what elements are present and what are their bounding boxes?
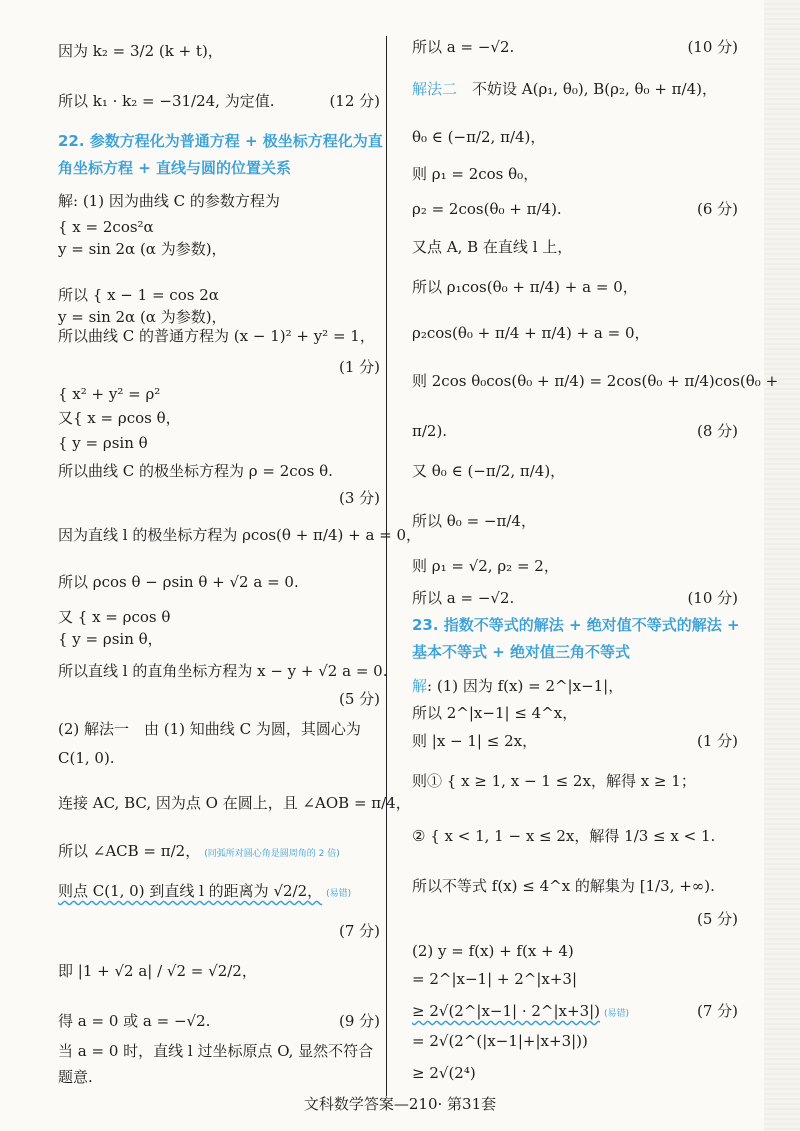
left-line bbox=[58, 40, 380, 62]
line-text: y = sin 2α (α 为参数)， bbox=[58, 308, 227, 326]
right-line bbox=[412, 968, 738, 990]
right-line bbox=[412, 702, 738, 724]
line-text: ≥ 2√(2^|x−1| · 2^|x+3|) bbox=[412, 1002, 601, 1020]
right-line bbox=[412, 730, 738, 752]
line-text: 即 |1 + √2 a| / √2 = √2/2， bbox=[58, 962, 257, 980]
column-divider bbox=[386, 36, 387, 1096]
line-text bbox=[412, 677, 623, 695]
left-line bbox=[58, 606, 380, 628]
left-line bbox=[58, 407, 380, 429]
line-text: 所以 a = −√2. bbox=[412, 589, 515, 607]
line-text: θ₀ ∈ (−π/2, π/4)， bbox=[412, 128, 546, 146]
line-text: = 2√(2^(|x−1|+|x+3|)) bbox=[412, 1032, 588, 1050]
line-text: 所以曲线 C 的普通方程为 (x − 1)² + y² = 1， bbox=[58, 327, 375, 345]
margin-note: (同弧所对圆心角是圆周角的 2 倍) bbox=[204, 849, 340, 859]
score-label: (1 分) bbox=[338, 358, 380, 376]
page-footer: 文科数学答案—210· 第31套 bbox=[303, 1095, 497, 1113]
right-line bbox=[412, 675, 738, 697]
score-label: (6 分) bbox=[696, 200, 738, 218]
score-label: (7 分) bbox=[696, 1002, 738, 1020]
line-text: 22. 参数方程化为普通方程 + 极坐标方程化为直 bbox=[58, 132, 383, 150]
left-line bbox=[58, 1010, 380, 1032]
line-text: 连接 AC, BC, 因为点 O 在圆上，且 ∠AOB = π/4， bbox=[58, 794, 411, 812]
line-text: ② { x < 1, 1 − x ≤ 2x，解得 1/3 ≤ x < 1. bbox=[412, 827, 716, 845]
line-text: 则 |x − 1| ≤ 2x， bbox=[412, 732, 538, 750]
right-line bbox=[412, 875, 738, 897]
line-text: 又 { x = ρcos θ bbox=[58, 608, 171, 626]
line-text: 因为直线 l 的极坐标方程为 ρcos(θ + π/4) + a = 0， bbox=[58, 526, 422, 544]
line-text: π/2). bbox=[412, 422, 448, 440]
line-text: C(1, 0). bbox=[58, 749, 115, 767]
left-line bbox=[58, 524, 422, 546]
right-line bbox=[412, 370, 779, 392]
line-text: y = sin 2α (α 为参数)， bbox=[58, 240, 227, 258]
right-line bbox=[412, 198, 738, 220]
right-line bbox=[412, 641, 738, 663]
left-line bbox=[58, 718, 380, 740]
score-label: (5 分) bbox=[338, 690, 380, 708]
line-text: 则点 C(1, 0) 到直线 l 的距离为 √2/2， bbox=[58, 882, 323, 900]
line-text: 所以不等式 f(x) ≤ 4^x 的解集为 [1/3, +∞). bbox=[412, 877, 715, 895]
left-line bbox=[58, 383, 380, 405]
right-line bbox=[412, 555, 738, 577]
left-line bbox=[58, 1066, 380, 1088]
line-text: 所以 ρ₁cos(θ₀ + π/4) + a = 0， bbox=[412, 278, 638, 296]
left-line bbox=[58, 747, 380, 769]
line-text: 所以曲线 C 的极坐标方程为 ρ = 2cos θ. bbox=[58, 462, 333, 480]
line-text: = 2^|x−1| + 2^|x+3| bbox=[412, 970, 578, 988]
right-line bbox=[412, 460, 738, 482]
left-line bbox=[58, 840, 380, 865]
left-line bbox=[58, 460, 380, 482]
right-line bbox=[412, 614, 738, 636]
score-label: (10 分) bbox=[687, 589, 738, 607]
left-line bbox=[58, 571, 380, 593]
left-line bbox=[58, 238, 380, 260]
line-text: 所以 θ₀ = −π/4， bbox=[412, 512, 536, 530]
line-text: 所以 { x − 1 = cos 2α bbox=[58, 286, 219, 304]
line-text: 基本不等式 + 绝对值三角不等式 bbox=[412, 643, 631, 661]
right-line bbox=[412, 825, 738, 847]
score-label: (9 分) bbox=[338, 1012, 380, 1030]
line-text: { y = ρsin θ， bbox=[58, 630, 163, 648]
right-line bbox=[412, 276, 738, 298]
left-line bbox=[58, 325, 380, 347]
left-line bbox=[58, 216, 380, 238]
line-text: 所以 ∠ACB = π/2， bbox=[58, 842, 201, 860]
line-text: ρ₂ = 2cos(θ₀ + π/4). bbox=[412, 200, 562, 218]
method-label: 解 bbox=[412, 677, 428, 695]
right-line bbox=[412, 78, 738, 100]
margin-note: (易错) bbox=[326, 889, 352, 899]
line-text: 题意. bbox=[58, 1068, 93, 1086]
right-line bbox=[412, 587, 738, 609]
left-line bbox=[58, 130, 383, 152]
line-text bbox=[412, 80, 717, 98]
line-text: 又 θ₀ ∈ (−π/2, π/4)， bbox=[412, 462, 566, 480]
right-line bbox=[412, 1062, 738, 1084]
line-text: (2) 解法一 由 (1) 知曲线 C 为圆，其圆心为 bbox=[58, 720, 361, 738]
line-text: 则① { x ≥ 1, x − 1 ≤ 2x，解得 x ≥ 1； bbox=[412, 772, 696, 790]
right-line bbox=[412, 1000, 738, 1025]
line-text: { y = ρsin θ bbox=[58, 434, 148, 452]
left-line bbox=[58, 880, 380, 905]
scan-edge bbox=[764, 0, 800, 1131]
line-text: 则 ρ₁ = 2cos θ₀， bbox=[412, 165, 539, 183]
line-text: 所以 ρcos θ − ρsin θ + √2 a = 0. bbox=[58, 573, 299, 591]
right-line bbox=[412, 770, 738, 792]
line-text-rest: : (1) 因为 f(x) = 2^|x−1|， bbox=[427, 677, 624, 695]
left-line bbox=[58, 1040, 380, 1062]
left-line bbox=[58, 660, 388, 682]
right-line bbox=[412, 163, 738, 185]
line-text: 23. 指数不等式的解法 + 绝对值不等式的解法 + bbox=[412, 616, 740, 634]
right-line bbox=[412, 510, 738, 532]
left-line bbox=[58, 284, 380, 306]
right-line bbox=[412, 322, 738, 344]
line-text: 又{ x = ρcos θ， bbox=[58, 409, 181, 427]
line-text: 又点 A, B 在直线 l 上， bbox=[412, 238, 573, 256]
line-text: 所以 a = −√2. bbox=[412, 38, 515, 56]
left-line bbox=[58, 432, 380, 454]
margin-note: (易错) bbox=[604, 1009, 630, 1019]
line-text: { x = 2cos²α bbox=[58, 218, 154, 236]
line-text: 则 2cos θ₀cos(θ₀ + π/4) = 2cos(θ₀ + π/4)cos(θ₀ + bbox=[412, 372, 779, 390]
line-text: 所以 2^|x−1| ≤ 4^x， bbox=[412, 704, 578, 722]
line-text: 因为 k₂ = 3/2 (k + t)， bbox=[58, 42, 223, 60]
right-line bbox=[412, 126, 738, 148]
line-text: 角坐标方程 + 直线与圆的位置关系 bbox=[58, 159, 292, 177]
score-label: (10 分) bbox=[687, 38, 738, 56]
right-line bbox=[412, 36, 738, 58]
left-line bbox=[58, 90, 380, 112]
right-line bbox=[412, 1030, 738, 1052]
score-label: (3 分) bbox=[338, 489, 380, 507]
line-text: 则 ρ₁ = √2, ρ₂ = 2， bbox=[412, 557, 559, 575]
line-text: ≥ 2√(2⁴) bbox=[412, 1064, 476, 1082]
line-text: 得 a = 0 或 a = −√2. bbox=[58, 1012, 211, 1030]
left-line bbox=[58, 190, 380, 212]
right-line bbox=[412, 236, 738, 258]
line-text: 所以直线 l 的直角坐标方程为 x − y + √2 a = 0. bbox=[58, 662, 388, 680]
left-line bbox=[58, 960, 380, 982]
score-label: (12 分) bbox=[329, 92, 380, 110]
line-text-rest: 不妨设 A(ρ₁, θ₀), B(ρ₂, θ₀ + π/4)， bbox=[457, 80, 717, 98]
score-label: (5 分) bbox=[696, 910, 738, 928]
right-line bbox=[412, 940, 738, 962]
method-label: 解法二 bbox=[412, 80, 458, 98]
line-text: { x² + y² = ρ² bbox=[58, 385, 161, 403]
left-line bbox=[58, 157, 380, 179]
score-label: (1 分) bbox=[696, 732, 738, 750]
line-text: (2) y = f(x) + f(x + 4) bbox=[412, 942, 574, 960]
score-label: (8 分) bbox=[696, 422, 738, 440]
line-text: 解: (1) 因为曲线 C 的参数方程为 bbox=[58, 192, 280, 210]
right-line bbox=[412, 420, 738, 442]
line-text: 所以 k₁ · k₂ = −31/24, 为定值. bbox=[58, 92, 275, 110]
line-text: ρ₂cos(θ₀ + π/4 + π/4) + a = 0， bbox=[412, 324, 650, 342]
left-line bbox=[58, 628, 380, 650]
line-text: 当 a = 0 时，直线 l 过坐标原点 O, 显然不符合 bbox=[58, 1042, 374, 1060]
score-label: (7 分) bbox=[338, 922, 380, 940]
left-line bbox=[58, 792, 411, 814]
